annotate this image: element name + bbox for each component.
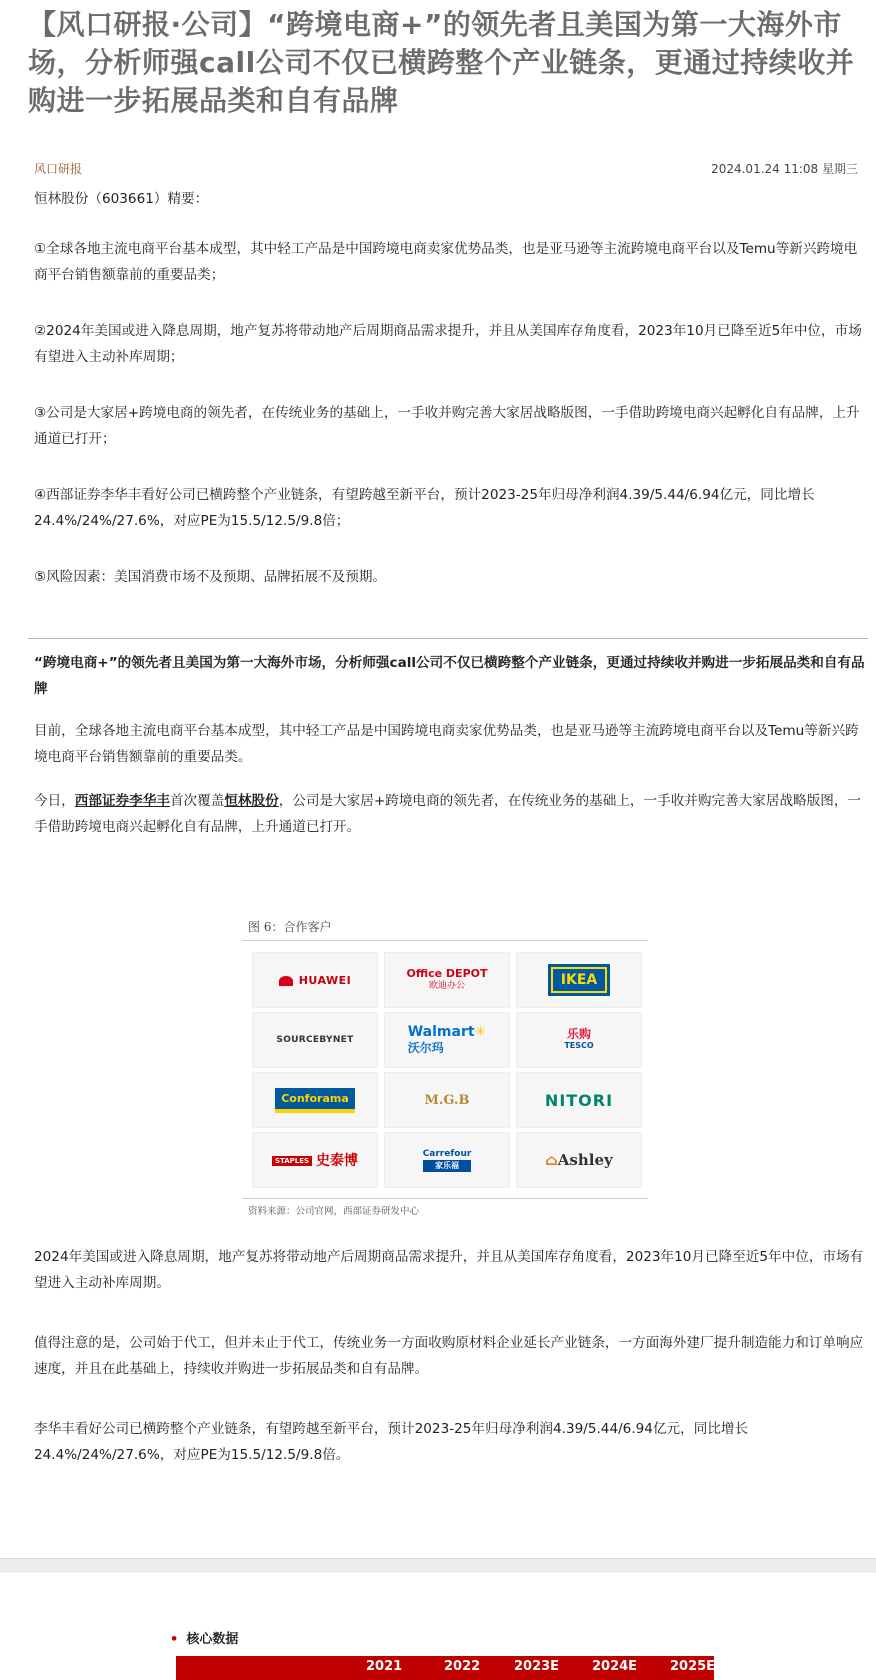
source-label[interactable]: 风口研报 <box>34 162 83 176</box>
figure-title: 图 6：合作客户 <box>248 920 332 934</box>
body-paragraph-5: 李华丰看好公司已横跨整个产业链条，有望跨越至新平台，预计2023-25年归母净利润4.39/5.44/6.94亿元，同比增长24.4%/24%/27.6%，对应PE为15.5/12.5/9.8倍。 <box>34 1421 749 1463</box>
logo-office-depot <box>384 952 510 1008</box>
logo-carrefour <box>384 1132 510 1188</box>
sourcebynet-text: SOURCEBYNET <box>276 1035 354 1045</box>
walmart-spark-icon: ✳ <box>474 1024 487 1040</box>
logo-walmart <box>384 1012 510 1068</box>
carrefour-cn: 家乐福 <box>423 1160 472 1172</box>
summary-point-3: ③公司是大家居+跨境电商的领先者，在传统业务的基础上，一手收并购完善大家居战略版图，一手借助跨境电商兴起孵化自有品牌，上升通道已打开； <box>34 405 860 447</box>
logo-grid <box>252 952 648 1192</box>
nitori-text: NITORI <box>544 1090 614 1110</box>
red-bullet-icon: • <box>170 1632 179 1647</box>
huawei-text: HUAWEI <box>298 973 352 987</box>
logo-ikea <box>516 952 642 1008</box>
summary-point-5: ⑤风险因素：美国消费市场不及预期、品牌拓展不及预期。 <box>34 569 387 585</box>
body-paragraph-3: 2024年美国或进入降息周期，地产复苏将带动地产后周期商品需求提升，并且从美国库存角度看，2023年10月已降至近5年中位，市场有望进入主动补库周期。 <box>34 1249 864 1291</box>
body-paragraph-4: 值得注意的是，公司始于代工，但并未止于代工，传统业务一方面收购原材料企业延长产业链条，一方面海外建厂提升制造能力和订单响应速度，并且在此基础上，持续收并购进一步拓展品类和自有品牌。 <box>34 1335 864 1377</box>
core-data-title <box>170 1628 238 1647</box>
walmart-text: Walmart <box>407 1024 475 1040</box>
summary-point-2: ②2024年美国或进入降息周期，地产复苏将带动地产后周期商品需求提升，并且从美国库存角度看，2023年10月已降至近5年中位，市场有望进入主动补库周期； <box>34 323 862 365</box>
logo-tesco <box>516 1012 642 1068</box>
company-link[interactable]: 恒林股份 <box>224 793 279 809</box>
publish-datetime: 2024.01.24 11:08 星期三 <box>711 162 858 176</box>
analyst-link[interactable]: 西部证券李华丰 <box>74 793 170 809</box>
page-separator <box>0 1558 876 1573</box>
year-col-2025e: 2025E <box>670 1659 716 1674</box>
year-col-2021: 2021 <box>366 1659 403 1674</box>
logo-staples <box>252 1132 378 1188</box>
article-meta <box>34 156 858 178</box>
figure-bottom-rule <box>242 1198 648 1199</box>
staples-cn: 史泰博 <box>316 1153 359 1169</box>
mgb-text: M.G.B <box>424 1092 470 1108</box>
summary-point-1: ①全球各地主流电商平台基本成型，其中轻工产品是中国跨境电商卖家优势品类，也是亚马逊等主流跨境电商平台以及Temu等新兴跨境电商平台销售额靠前的重要品类； <box>34 241 858 283</box>
figure-top-rule <box>242 940 648 941</box>
section-divider <box>28 638 868 639</box>
summary-heading: 恒林股份（603661）精要： <box>34 191 209 207</box>
office-depot-cn: 欧迪办公 <box>428 981 465 991</box>
para2-prefix: 今日， <box>34 793 75 809</box>
year-col-2024e: 2024E <box>592 1659 638 1674</box>
tesco-text: TESCO <box>564 1041 594 1050</box>
core-data-header-row <box>176 1656 714 1680</box>
office-depot-text: Office DEPOT <box>406 967 488 980</box>
logo-nitori <box>516 1072 642 1128</box>
logo-huawei <box>252 952 378 1008</box>
conforama-text: Conforama <box>275 1088 355 1113</box>
year-col-2022: 2022 <box>444 1659 481 1674</box>
body-paragraph-2 <box>34 788 868 840</box>
logo-sourcebynet <box>252 1012 378 1068</box>
walmart-cn: 沃尔玛 <box>407 1041 444 1055</box>
carrefour-text: Carrefour <box>422 1149 472 1159</box>
ikea-text: IKEA <box>551 967 607 993</box>
para2-middle: 首次覆盖 <box>169 793 225 809</box>
summary-point-4: ④西部证券李华丰看好公司已横跨整个产业链条，有望跨越至新平台，预计2023-25年归母净利润4.39/5.44/6.94亿元，同比增长24.4%/24%/27.6%，对应PE为15.5/12.5/9.8倍； <box>34 487 815 529</box>
logo-mgb <box>384 1072 510 1128</box>
staples-tag: STAPLES <box>272 1156 312 1166</box>
para2-suffix: ，公司是大家居+跨境电商的领先者，在传统业务的基础上，一手收并购完善大家居战略版图，一手借助跨境电商兴起孵化自有品牌，上升通道已打开。 <box>34 793 862 835</box>
core-data-title-text: 核心数据 <box>186 1632 239 1647</box>
logo-ashley <box>516 1132 642 1188</box>
year-col-2023e: 2023E <box>514 1659 560 1674</box>
ashley-text: Ashley <box>557 1151 613 1169</box>
article-title: 【风口研报·公司】“跨境电商+”的领先者且美国为第一大海外市场，分析师强call公司不仅已横跨整个产业链条，更通过持续收并购进一步拓展品类和自有品牌 <box>28 8 855 117</box>
section-heading: “跨境电商+”的领先者且美国为第一大海外市场，分析师强call公司不仅已横跨整个产业链条，更通过持续收并购进一步拓展品类和自有品牌 <box>34 655 865 697</box>
customers-figure <box>242 910 654 1220</box>
tesco-cn: 乐购 <box>566 1027 591 1041</box>
body-paragraph-1: 目前，全球各地主流电商平台基本成型，其中轻工产品是中国跨境电商卖家优势品类，也是亚马逊等主流跨境电商平台以及Temu等新兴跨境电商平台销售额靠前的重要品类。 <box>34 723 859 765</box>
logo-conforama <box>252 1072 378 1128</box>
huawei-flower-icon <box>279 976 293 986</box>
figure-source: 资料来源：公司官网，西部证券研发中心 <box>248 1206 420 1217</box>
ashley-roof-icon: ⌂ <box>545 1151 558 1169</box>
